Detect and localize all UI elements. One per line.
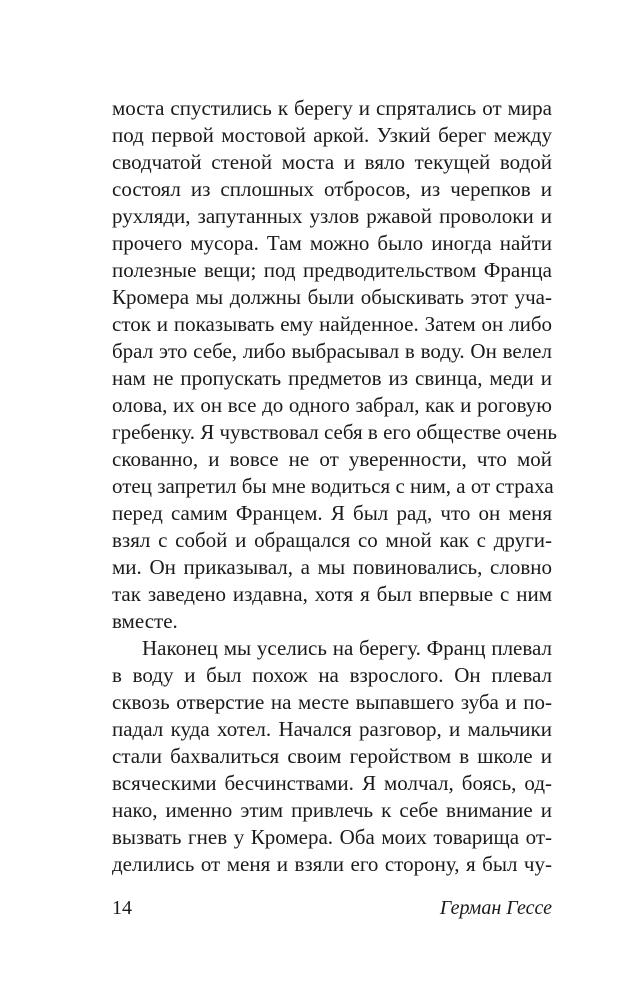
text-line: прочего мусора. Там можно было иногда найти xyxy=(112,231,552,255)
text-line: ми. Он приказывал, а мы повиновались, словно xyxy=(112,555,552,579)
text-line: рухляди, запутанных узлов ржавой проволоки и xyxy=(112,204,552,228)
text-line: состоял из сплошных отбросов, из черепков и xyxy=(112,177,552,201)
text-line: под первой мостовой аркой. Узкий берег между xyxy=(112,123,552,147)
text-line: скованно, и вовсе не от уверенности, что мой xyxy=(112,447,552,471)
page-number: 14 xyxy=(112,897,132,919)
running-author: Герман Гессе xyxy=(439,897,552,919)
text-line: в воду и был похож на взрослого. Он плевал xyxy=(112,663,552,687)
text-line: сводчатой стеной моста и вяло текущей водой xyxy=(112,150,552,174)
text-line: гребенку. Я чувствовал себя в его обществе очень xyxy=(112,420,557,444)
text-line: падал куда хотел. Начался разговор, и мальчики xyxy=(112,717,552,741)
text-line: взял с собой и обращался со мной как с други- xyxy=(112,528,552,552)
text-line: полезные вещи; под предводительством Франца xyxy=(112,258,552,282)
paragraph-start-line: Наконец мы уселись на берегу. Франц плевал xyxy=(142,636,552,660)
text-line: отец запретил бы мне водиться с ним, а от страха xyxy=(112,474,554,498)
text-line: брал это себе, либо выбрасывал в воду. Он велел xyxy=(112,339,552,363)
text-line: олова, их он все до одного забрал, как и роговую xyxy=(112,393,552,417)
page-footer xyxy=(112,894,552,922)
body-text xyxy=(112,95,557,878)
text-line: Кромера мы должны были обыскивать этот уча- xyxy=(112,285,552,309)
text-line: стали бахвалиться своим геройством в школе и xyxy=(112,744,552,768)
text-line: перед самим Францем. Я был рад, что он меня xyxy=(112,501,552,525)
text-line: нам не пропускать предметов из свинца, меди и xyxy=(112,366,552,390)
text-line: сток и показывать ему найденное. Затем он либо xyxy=(112,312,552,336)
text-line: делились от меня и взяли его сторону, я был чу- xyxy=(112,852,552,876)
text-line: вызвать гнев у Кромера. Оба моих товарища от- xyxy=(112,825,552,849)
text-line: нако, именно этим привлечь к себе внимание и xyxy=(112,798,552,822)
paragraph-end-line: вместе. xyxy=(112,609,178,633)
text-line: моста спустились к берегу и спрятались от мира xyxy=(112,96,552,120)
text-line: так заведено издавна, хотя я был впервые с ним xyxy=(112,582,552,606)
text-line: всяческими бесчинствами. Я молчал, боясь, од- xyxy=(112,771,552,795)
text-line: сквозь отверстие на месте выпавшего зуба и по- xyxy=(112,690,552,714)
